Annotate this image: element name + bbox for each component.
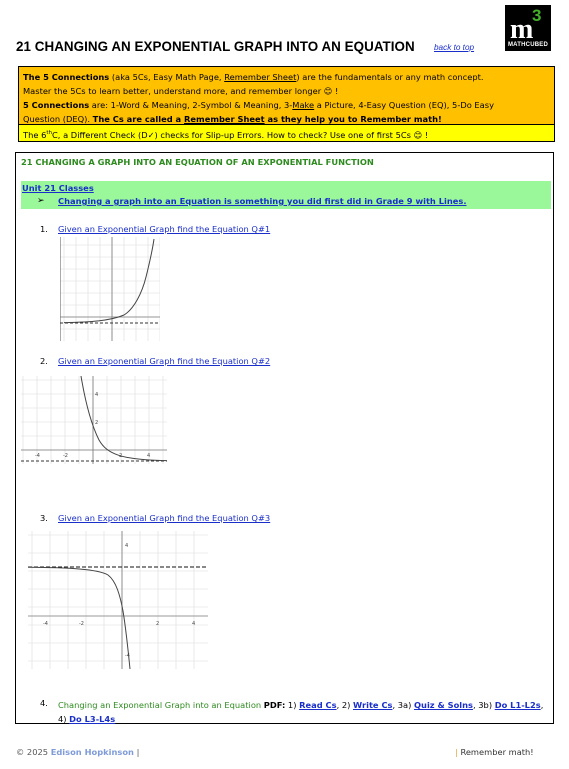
logo-superscript: 3 bbox=[532, 6, 542, 25]
item4-sep: , 2) bbox=[336, 700, 354, 710]
info-text: (aka 5Cs, Easy Math Page, bbox=[109, 72, 225, 82]
item4-sep: , 3a) bbox=[392, 700, 414, 710]
item4-lead: Changing an Exponential Graph into an Equation bbox=[58, 700, 264, 710]
read-cs-link[interactable]: Read Cs bbox=[299, 700, 337, 710]
back-to-top-link[interactable]: back to top bbox=[434, 43, 475, 52]
graph-q2 bbox=[21, 376, 167, 464]
graph-q2-tick: -4 bbox=[35, 453, 40, 459]
unit-classes-bar bbox=[21, 181, 551, 209]
mathcubed-logo[interactable] bbox=[505, 5, 551, 51]
do-l1-l2-link[interactable]: Do L1-L2s bbox=[494, 700, 541, 710]
item-number: 2. bbox=[40, 356, 48, 366]
footer-tagline bbox=[455, 747, 534, 757]
graph-q3 bbox=[28, 531, 208, 669]
sixth-text: C, a Different Check (D✓) checks for Slip-up Errors. How to check? Use one of first 5Cs 😊 ! bbox=[52, 129, 429, 140]
graph-q2-tick: -2 bbox=[63, 453, 68, 459]
info-text: are: 1-Word & Meaning, 2-Symbol & Meaning, 3- bbox=[89, 100, 293, 110]
logo-brand: MATHCUBED bbox=[507, 42, 549, 48]
changing-graph-link-text[interactable]: Changing a graph into an Equation bbox=[58, 196, 222, 206]
footer-separator: | bbox=[455, 747, 461, 757]
graph-q2-tick: 4 bbox=[95, 392, 99, 398]
item4-pdf-links bbox=[58, 698, 548, 726]
q3-link[interactable]: Given an Exponential Graph find the Equation Q#3 bbox=[58, 513, 271, 523]
logo-mark: m bbox=[510, 14, 534, 45]
info-text: ) are the fundamentals or any math concept. bbox=[296, 72, 484, 82]
unit-classes-title[interactable]: Unit 21 Classes bbox=[22, 183, 94, 193]
item4-sep: , 4) bbox=[58, 700, 544, 724]
graph-q2-grid bbox=[21, 376, 167, 464]
sixth-text: The 6 bbox=[23, 129, 47, 140]
pdf-label: PDF: bbox=[263, 700, 286, 710]
graph-q3-tick: -4 bbox=[43, 621, 48, 627]
graph-q1 bbox=[60, 237, 160, 341]
info-bold-text: as they help you to Remember math! bbox=[264, 114, 442, 124]
graph-q1-grid bbox=[60, 237, 160, 341]
tagline-text: Remember math! bbox=[460, 747, 534, 757]
remember-sheet-link-2[interactable]: Remember Sheet bbox=[184, 114, 265, 124]
remember-sheet-link[interactable]: Remember Sheet bbox=[224, 72, 297, 82]
sixth-c-row bbox=[19, 125, 554, 141]
item-number: 4. bbox=[40, 698, 48, 708]
graph-q3-tick: -2 bbox=[79, 621, 84, 627]
item4-sep: , 3b) bbox=[473, 700, 495, 710]
info-line-master: Master the 5Cs to learn better, understand more, and remember longer 😊 ! bbox=[23, 86, 339, 96]
graph-q3-tick: 4 bbox=[192, 621, 196, 627]
item4-sep: 1) bbox=[285, 700, 300, 710]
do-l3-l4-link[interactable]: Do L3-L4s bbox=[69, 714, 116, 724]
sixth-sup: th bbox=[46, 130, 53, 136]
graph-q2-curve bbox=[81, 376, 167, 461]
graph-q3-tick: 2 bbox=[156, 621, 160, 627]
quiz-solns-link[interactable]: Quiz & Solns bbox=[413, 700, 473, 710]
q1-link[interactable]: Given an Exponential Graph find the Equation Q#1 bbox=[58, 224, 271, 234]
graph-q3-grid bbox=[28, 531, 208, 669]
info-text: a Picture, 4-Easy Question (EQ), 5-Do Easy bbox=[314, 100, 494, 110]
item-number: 1. bbox=[40, 224, 48, 234]
arrow-bullet-icon: ➢ bbox=[37, 196, 45, 206]
info-bold-text: The Cs are called a bbox=[92, 114, 185, 124]
footer-copyright bbox=[16, 747, 139, 757]
copyright-text: © 2025 bbox=[16, 747, 51, 757]
changing-graph-link[interactable] bbox=[58, 196, 466, 206]
graph-q3-curve bbox=[28, 567, 130, 669]
write-cs-link[interactable]: Write Cs bbox=[353, 700, 393, 710]
q2-link[interactable]: Given an Exponential Graph find the Equation Q#2 bbox=[58, 356, 271, 366]
section-heading: 21 CHANGING A GRAPH INTO AN EQUATION OF AN EXPONENTIAL FUNCTION bbox=[21, 157, 374, 167]
graph-q3-tick: -4 bbox=[125, 653, 130, 659]
author-name: Edison Hopkinson bbox=[50, 747, 134, 757]
changing-graph-link-rest[interactable]: is something you did first did in Grade 9 with Lines. bbox=[221, 196, 467, 206]
graph-q2-tick: 2 bbox=[119, 453, 123, 459]
make-word: Make bbox=[292, 100, 315, 110]
footer-separator: | bbox=[133, 747, 140, 757]
graph-q2-tick: 4 bbox=[147, 453, 151, 459]
five-connections-text bbox=[19, 67, 554, 125]
info-text: Question (DEQ). bbox=[23, 114, 93, 124]
item-number: 3. bbox=[40, 513, 48, 523]
graph-q3-tick: 4 bbox=[125, 543, 129, 549]
five-connections-heading: The 5 Connections bbox=[23, 72, 110, 82]
graph-q2-tick: 2 bbox=[95, 420, 99, 426]
connections-label: 5 Connections bbox=[23, 100, 90, 110]
content-box bbox=[15, 152, 554, 724]
five-connections-box bbox=[18, 66, 555, 142]
page-title: 21 CHANGING AN EXPONENTIAL GRAPH INTO AN EQUATION bbox=[16, 39, 415, 54]
